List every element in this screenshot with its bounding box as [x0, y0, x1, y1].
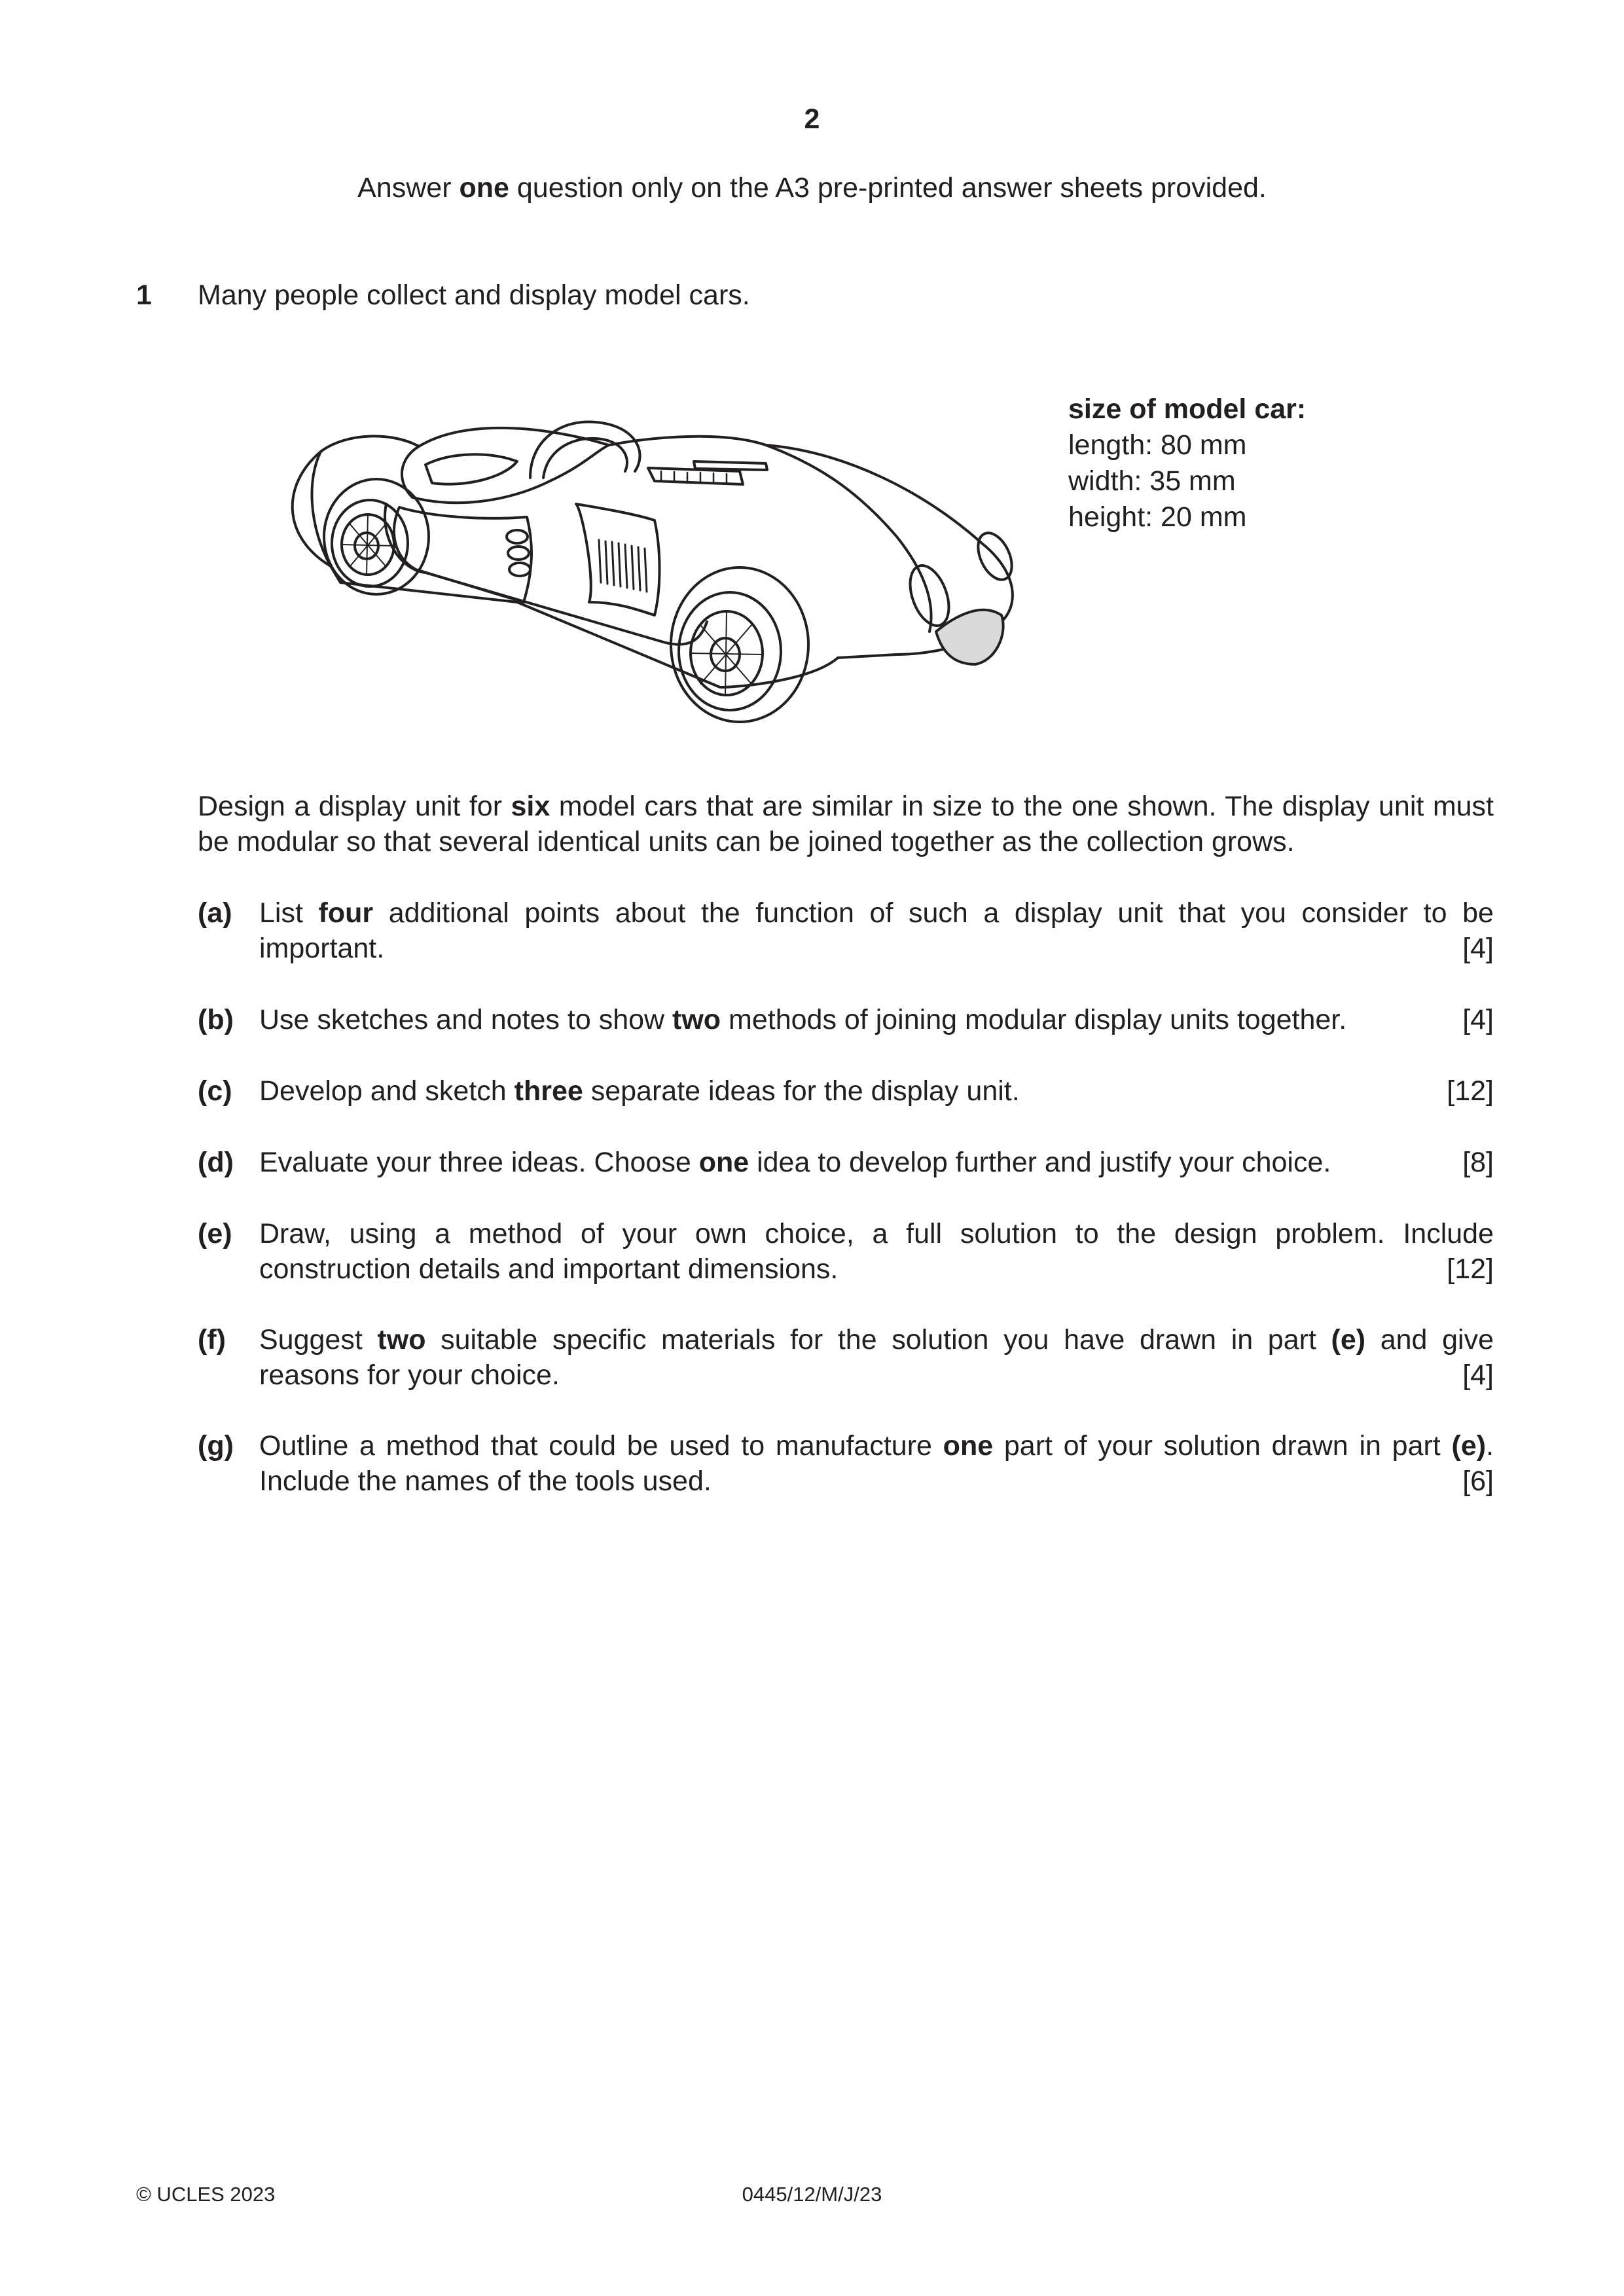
size-height: height: 20 mm: [1068, 501, 1247, 533]
question-part-g: (g) Outline a method that could be used to manufacture one part of your solution drawn in part (e). Include the names of the tools used. [6]: [198, 1428, 1494, 1499]
size-title: size of model car:: [1068, 393, 1307, 425]
exam-instruction: Answer one question only on the A3 pre-printed answer sheets provided.: [357, 172, 1267, 204]
question-part-c: (c) Develop and sketch three separate ideas for the display unit. [12]: [198, 1073, 1494, 1109]
part-label: (c): [198, 1075, 232, 1107]
part-marks: [4]: [1462, 1359, 1494, 1391]
footer-copyright: © UCLES 2023: [136, 2183, 276, 2206]
part-marks: [4]: [1462, 1004, 1494, 1035]
question-part-b: (b) Use sketches and notes to show two methods of joining modular display units together. [4]: [198, 1002, 1494, 1037]
question-number: 1: [136, 279, 152, 311]
part-label: (b): [198, 1004, 234, 1035]
footer-paper-code: 0445/12/M/J/23: [742, 2183, 882, 2206]
part-label: (d): [198, 1147, 234, 1178]
part-label: (f): [198, 1324, 226, 1355]
part-marks: [8]: [1462, 1147, 1494, 1178]
model-car-size: [1068, 391, 1306, 535]
part-label: (g): [198, 1430, 234, 1462]
part-label: (a): [198, 897, 232, 929]
size-length: length: 80 mm: [1068, 429, 1247, 461]
part-marks: [12]: [1447, 1253, 1494, 1285]
part-marks: [6]: [1462, 1465, 1494, 1497]
size-width: width: 35 mm: [1068, 465, 1236, 497]
page-number: 2: [804, 103, 820, 135]
design-brief: Design a display unit for six model cars that are similar in size to the one shown. The display unit must be modular so that several identical units can be joined together as the collection grows.: [198, 791, 1494, 857]
question-part-d: (d) Evaluate your three ideas. Choose one idea to develop further and justify your choice. [8]: [198, 1145, 1494, 1180]
model-car-illustration: [268, 406, 1028, 746]
question-part-e: (e) Draw, using a method of your own choice, a full solution to the design problem. Include construction details and important dimensions. [12]: [198, 1216, 1494, 1287]
part-marks: [4]: [1462, 933, 1494, 964]
part-label: (e): [198, 1218, 232, 1249]
question-intro: Many people collect and display model cars.: [198, 279, 750, 311]
question-part-f: (f) Suggest two suitable specific materials for the solution you have drawn in part (e) and give reasons for your choice. [4]: [198, 1322, 1494, 1393]
part-marks: [12]: [1447, 1075, 1494, 1107]
question-part-a: (a) List four additional points about the function of such a display unit that you consider to be important. [4]: [198, 895, 1494, 966]
